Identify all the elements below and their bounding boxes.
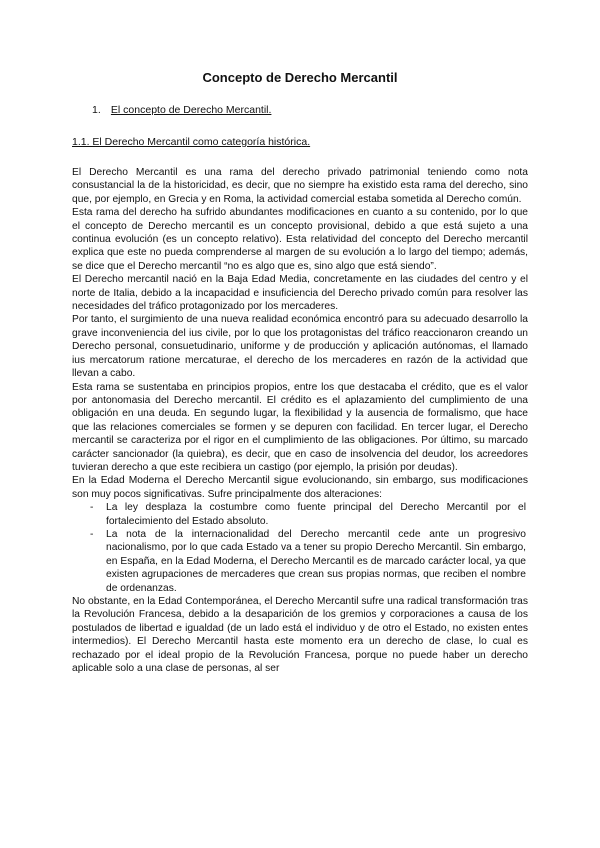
paragraph: Por tanto, el surgimiento de una nueva realidad económica encontró para su adecuado desarrollo la grave inconveniencia del ius civile, por lo que los protagonistas del tráfico reaccionaron creando un Derecho personal, consuetudinario, uniforme y de producción y aplicación autónomas, el llamado ius mercatorum ratione mercaturae, el derecho de los mercaderes en razón de la actividad que llevan a cabo. — [72, 314, 528, 380]
list-item — [72, 501, 528, 528]
paragraph: El Derecho Mercantil es una rama del derecho privado patrimonial teniendo como nota consustancial la de la historicidad, es decir, que no siempre ha existido esta rama del derecho, sino que, por ejemplo, en Grecia y en Roma, la actividad comercial estaba sometida al Derecho común. — [72, 167, 528, 205]
bullet-list — [72, 501, 528, 595]
section-label: El concepto de Derecho Mercantil. — [110, 104, 272, 116]
paragraph: Esta rama del derecho ha sufrido abundantes modificaciones en cuanto a su contenido, por lo que el concepto de Derecho mercantil es un concepto provisional, debido a que está sujeto a una continua evolución (es un concepto relativo). Esta relatividad del concepto del Derecho mercantil explica que este no pueda comprenderse al margen de su evolución a lo largo del tiempo; además, se dice que el Derecho mercantil “no es algo que es, sino algo que está siendo”. — [72, 207, 528, 272]
paragraph: No obstante, en la Edad Contemporánea, el Derecho Mercantil sufre una radical transformación tras la Revolución Francesa, debido a la desaparición de los gremios y corporaciones a causa de los postulados de libertad e igualdad (de un lado está el individuo y de otro el Estado, no existen entes intermedios). El Derecho Mercantil hasta este momento era un derecho de clase, lo cual es rechazado por el ideal propio de la Revolución Francesa, porque no puede haber un derecho aplicable solo a una clase de personas, al ser — [72, 596, 528, 675]
list-item-text: La nota de la internacionalidad del Derecho mercantil cede ante un progresivo nacionalismo, por lo que cada Estado va a tener su propio Derecho Mercantil. Sin embargo, en España, en la Edad Moderna, el Derecho Mercantil es de marcado carácter local, ya que existen agrupaciones de mercaderes que crean sus propias normas, que reciben el nombre de ordenanzas. — [106, 528, 526, 594]
paragraph: En la Edad Moderna el Derecho Mercantil sigue evolucionando, sin embargo, sus modificaciones son muy pocos significativas. Sufre principalmente dos alteraciones: — [72, 475, 528, 500]
list-item — [72, 528, 528, 595]
list-item-text: La ley desplaza la costumbre como fuente principal del Derecho Mercantil por el fortalecimiento del Estado absoluto. — [106, 502, 526, 527]
document-body — [72, 166, 528, 675]
section-number: 1. — [92, 104, 101, 116]
paragraph: Esta rama se sustentaba en principios propios, entre los que destacaba el crédito, que es el valor por antonomasia del Derecho mercantil. El crédito es el aplazamiento del cumplimiento de una obligación en una deuda. En segundo lugar, la flexibilidad y la ausencia de formalismo, que hace que las relaciones comerciales se formen y se depuren con facilidad. En tercer lugar, el Derecho mercantil se caracteriza por el rigor en el cumplimiento de las obligaciones. Por último, su marcado carácter sancionador (la quiebra), es decir, que en caso de insolvencia del deudor, los acreedores tuvieran derecho a que este recibiera un castigo (por ejemplo, la prisión por deudas). — [72, 381, 528, 473]
paragraph: El Derecho mercantil nació en la Baja Edad Media, concretamente en las ciudades del centro y el norte de Italia, debido a la incapacidad e insuficiencia del Derecho privado común para resolver las necesidades del tráfico protagonizado por los mercaderes. — [72, 274, 528, 313]
section-heading — [92, 104, 532, 117]
subsection-heading: 1.1. El Derecho Mercantil como categoría histórica. — [72, 136, 311, 148]
document-title: Concepto de Derecho Mercantil — [202, 70, 398, 85]
bullet-marker: - — [90, 502, 94, 514]
bullet-marker: - — [90, 528, 94, 540]
